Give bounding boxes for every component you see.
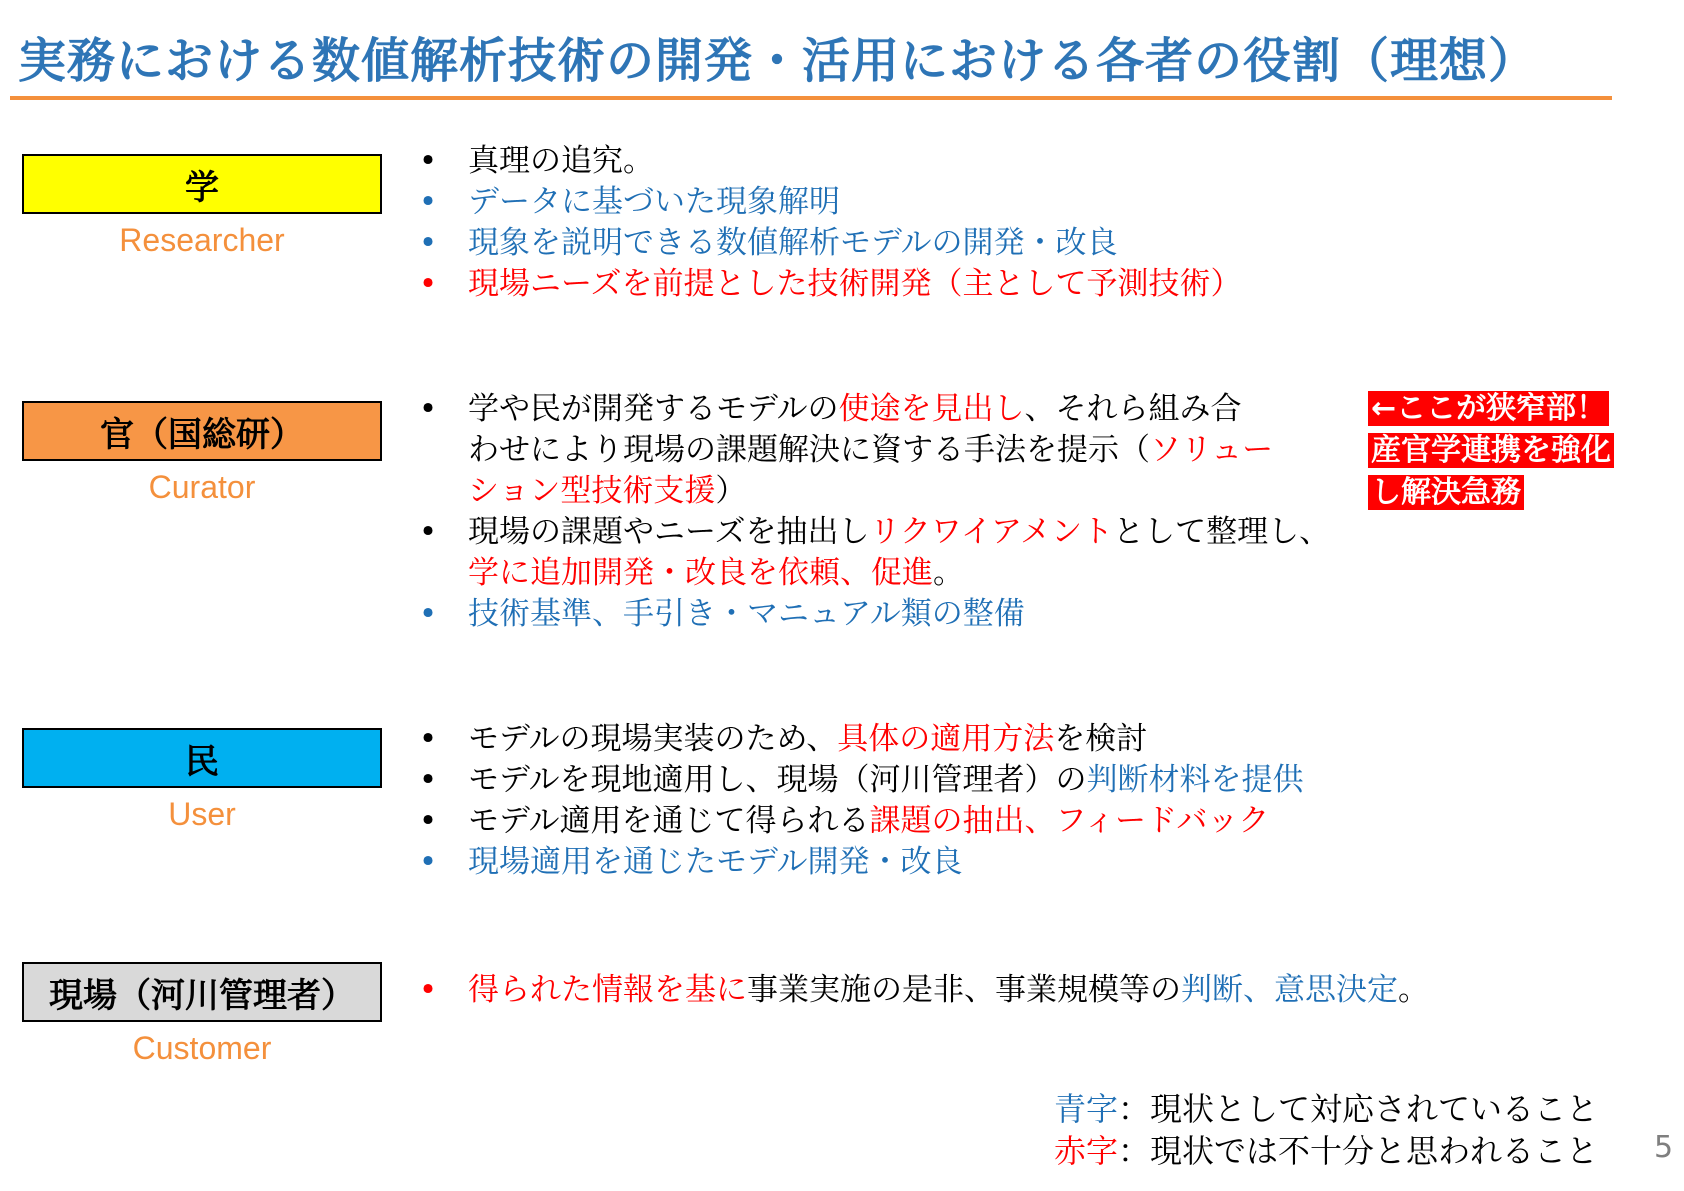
color-legend — [1054, 1088, 1598, 1172]
callout-line: ←ここが狭窄部！ — [1368, 388, 1614, 430]
bullet-text: 現場ニーズを前提とした技術開発（主として予測技術） — [468, 266, 1242, 302]
bullet-text: 現場適用を通じたモデル開発・改良 — [468, 844, 963, 880]
bullet-line — [468, 594, 1330, 635]
bullet-text: として整理し、 — [1113, 514, 1331, 550]
callout-line: 産官学連携を強化 — [1368, 430, 1614, 472]
bullet-text: 得られた情報を基に — [468, 972, 747, 1008]
bullet-item — [418, 264, 1241, 305]
bullet-text: 判断材料を提供 — [1086, 762, 1304, 798]
bullet-dot: • — [418, 803, 438, 839]
legend-blue — [1054, 1088, 1598, 1130]
bullet-text: ション型技術支援 — [468, 473, 716, 509]
bullet-text: 学や民が開発するモデルの — [468, 391, 839, 427]
legend-red-label: 赤字 — [1054, 1132, 1119, 1170]
bullet-text: 学に追加開発・改良を依頼、促進 — [468, 555, 933, 591]
bullet-line — [468, 970, 1429, 1011]
bullet-text: 。 — [1398, 972, 1429, 1008]
bullet-item — [418, 182, 1241, 223]
bullet-line — [468, 141, 1241, 182]
bullet-text: データに基づいた現象解明 — [468, 184, 840, 220]
role-box-kan: 官（国総研） — [22, 401, 382, 461]
legend-blue-desc: ：現状として対応されていること — [1118, 1090, 1599, 1128]
bullet-text: ） — [715, 473, 747, 509]
bullet-text: リクワイアメント — [869, 514, 1114, 550]
bullet-item — [418, 760, 1303, 801]
bullet-text: 判断、意思決定 — [1181, 972, 1398, 1008]
bullet-item — [418, 141, 1241, 182]
role-bullets-genba — [418, 970, 1429, 1011]
bullet-text: 、それら組み合 — [1024, 391, 1242, 427]
bullet-text: ソリュー — [1150, 432, 1274, 468]
bullet-text: わせにより現場の課題解決に資する手法を提示（ — [468, 432, 1150, 468]
bullet-text: 。 — [933, 555, 964, 591]
bullet-line — [468, 801, 1303, 842]
bullet-dot: • — [418, 184, 438, 220]
bullet-dot: • — [418, 762, 438, 798]
bullet-text: 使途を見出し — [838, 391, 1025, 427]
role-english-customer: Customer — [132, 1030, 272, 1066]
bullet-dot: • — [418, 596, 438, 632]
role-bullets-gaku — [418, 141, 1241, 305]
bullet-line — [468, 512, 1330, 553]
legend-blue-label: 青字 — [1054, 1090, 1119, 1128]
legend-red-desc: ：現状では不十分と思われること — [1118, 1132, 1599, 1170]
bullet-item — [418, 512, 1330, 594]
bullet-line — [468, 223, 1241, 264]
bullet-item — [418, 719, 1303, 760]
role-english-researcher: Researcher — [119, 222, 285, 258]
bullet-dot: • — [418, 844, 438, 880]
bottleneck-callout — [1368, 388, 1614, 514]
role-bullets-kan — [418, 389, 1330, 635]
bullet-item — [418, 970, 1429, 1011]
bullet-line — [468, 389, 1330, 430]
bullet-line — [468, 264, 1241, 305]
bullet-dot: • — [418, 721, 438, 757]
bullet-dot: • — [418, 391, 438, 427]
page-number: 5 — [1654, 1130, 1674, 1165]
bullet-line — [468, 430, 1330, 471]
role-box-min: 民 — [22, 728, 382, 788]
role-english-user: User — [168, 796, 236, 832]
bullet-text: モデル適用を通じて得られる — [468, 803, 870, 839]
bullet-dot: • — [418, 972, 438, 1008]
role-box-genba: 現場（河川管理者） — [22, 962, 382, 1022]
bullet-text: 真理の追究。 — [468, 143, 654, 179]
bullet-dot: • — [418, 514, 438, 550]
bullet-line — [468, 719, 1303, 760]
bullet-text: モデルを現地適用し、現場（河川管理者）の — [468, 762, 1087, 798]
bullet-line — [468, 471, 1330, 512]
bullet-text: 技術基準、手引き・マニュアル類の整備 — [468, 596, 1025, 632]
bullet-item — [418, 223, 1241, 264]
bullet-item — [418, 842, 1303, 883]
bullet-text: 現象を説明できる数値解析モデルの開発・改良 — [468, 225, 1118, 261]
bullet-item — [418, 801, 1303, 842]
role-english-curator: Curator — [148, 469, 256, 505]
legend-red — [1054, 1130, 1598, 1172]
bullet-line — [468, 553, 1330, 594]
bullet-line — [468, 182, 1241, 223]
page-title: 実務における数値解析技術の開発・活用における各者の役割（理想） — [18, 33, 1538, 89]
bullet-item — [418, 594, 1330, 635]
bullet-dot: • — [418, 266, 438, 302]
bullet-dot: • — [418, 225, 438, 261]
title-underline — [10, 96, 1612, 100]
bullet-text: を検討 — [1054, 721, 1148, 757]
bullet-item — [418, 389, 1330, 512]
bullet-text: モデルの現場実装のため、 — [468, 721, 838, 757]
role-bullets-min — [418, 719, 1303, 883]
bullet-line — [468, 842, 1303, 883]
bullet-text: 事業実施の是非、事業規模等の — [747, 972, 1181, 1008]
bullet-text: 現場の課題やニーズを抽出し — [468, 514, 870, 550]
bullet-line — [468, 760, 1303, 801]
bullet-text: 具体の適用方法 — [837, 721, 1055, 757]
callout-line: し解決急務 — [1368, 472, 1614, 514]
bullet-text: 課題の抽出、フィードバック — [869, 803, 1270, 839]
bullet-dot: • — [418, 143, 438, 179]
role-box-gaku: 学 — [22, 154, 382, 214]
